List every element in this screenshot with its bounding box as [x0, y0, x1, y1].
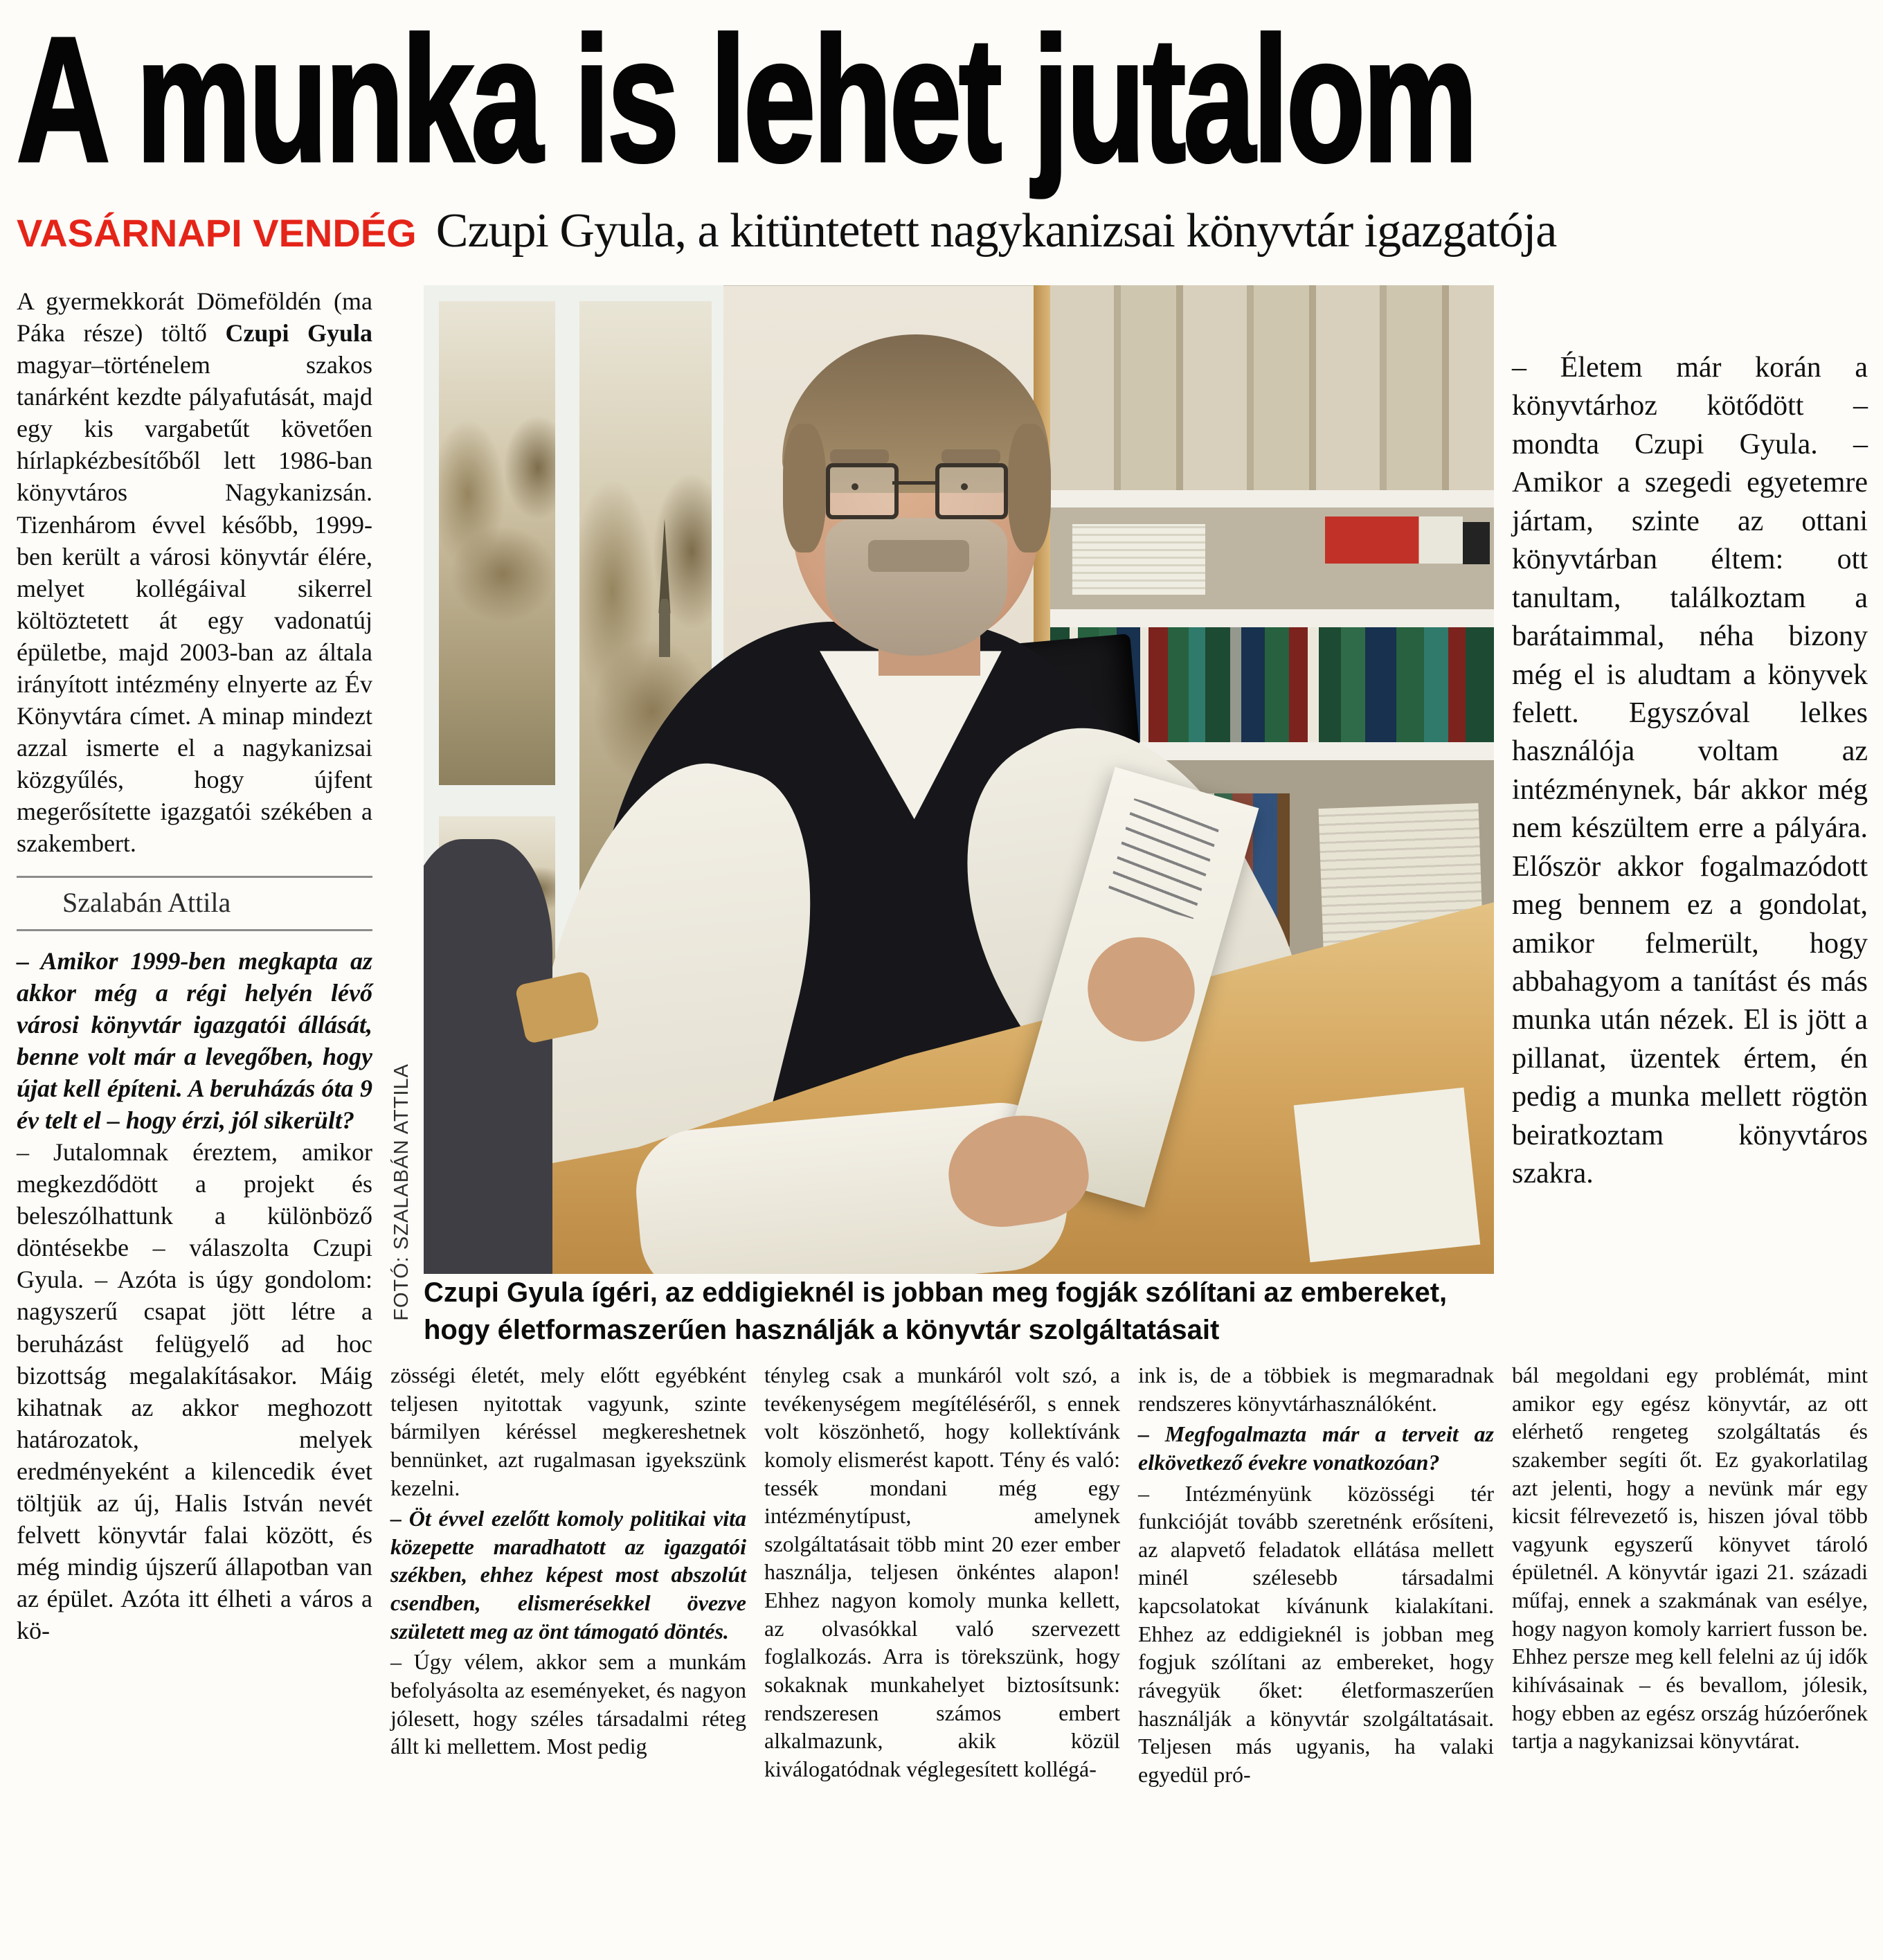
photo-block — [390, 285, 1494, 1349]
person-hair — [783, 424, 826, 552]
article-content — [17, 285, 1868, 1788]
intro-text-pre: A gyermekkorát Dömeföldén (ma Páka része) töltő — [17, 287, 372, 348]
intro-text-post: magyar–történelem szakos tanárként kezdte pályafutását, majd egy kis vargabetűt követően hírlapkézbesítőből lett 1986-ban könyvtáros Nagykanizsán. Tizenhárom évvel később, 1999-ben került a városi könyvtár élére, melyet kollégáival sikerrel költöztetett át egy vadonatúj épületbe, majd 2003-ban az általa irányított intézmény elnyerte az Év Könyvtára címet. A minap mindezt azzal ismerte el a nagykanizsai közgyűlés, hogy újfent megerősítette igazgatói székében a szakembert. — [17, 351, 372, 858]
shelf-board — [1050, 609, 1494, 627]
kicker-subtitle: Czupi Gyula, a kitüntetett nagykanizsai könyvtár igazgatója — [435, 204, 1557, 258]
interview-question-2: – Öt évvel ezelőtt komoly politikai vita közepette maradhatott az igazgatói székben, ehhez képest most abszolút csendben, elismerésekkel övezve született meg az önt támogató döntés. — [390, 1506, 746, 1644]
photo-caption: Czupi Gyula ígéri, az eddigieknél is jobban meg fogják szólítani az embereket, hogy életformaszerűen használják a könyvtár szolgáltatásait — [424, 1277, 1448, 1345]
answer-continued: bál megoldani egy problémát, mint amikor egy egész könyvtár, az ott elérhető rengeteg szolgáltatás és szakember segíti őt. Ez gyakorlatilag azt jelenti, hogy a nevünk már egy kicsit félrevezető is, hiszen jóval több vagyunk egyszerű könyvet tároló épületnél. A könyvtár igazi 21. századi műfaj, ennek a szakmának van esélye, hogy nagyon komoly karriert fusson be. Ehhez persze meg kell felelni az új idők kihívásainak – és bevallom, jólesik, hogy ebben az egész ország húzóerőnek tartja a nagykanizsai könyvtárat. — [1512, 1363, 1868, 1754]
intro-name-bold: Czupi Gyula — [225, 319, 373, 348]
answer-continued: tényleg csak a munkáról volt szó, a tevékenységem megítéléséről, s ennek volt köszönhető, hogy kollektívánk komoly elismerést kapott. Tény és való: tessék mondani még egy intézménytípust, amelynek szolgáltatásait több mint 20 ezer ember használja, teljesen önkéntes alapon! Ehhez nagyon komoly munka kellett, az olvasókkal való szervezett foglalkozás. Arra is törekszünk, hogy sokaknak munkahelyet biztosítsunk: rendszeresen számos embert alkalmazunk, akik közül kiválogatódnak véglegesített kollégá- — [764, 1363, 1120, 1781]
answer-continued: zösségi életét, mely előtt egyébként teljesen nyitottak vagyunk, szinte bármilyen kéréssel megkereshetnek bennünket, azt rugalmasan igyekszünk kezelni. — [390, 1363, 746, 1500]
bottom-column-2 — [390, 1361, 746, 1788]
bottom-column-5 — [1512, 1361, 1868, 1788]
chair-back — [424, 839, 552, 1274]
interview-answer-1: – Jutalomnak éreztem, amikor megkezdődött a projekt és beleszólhattunk a különböző döntésekbe – válaszolta Czupi Gyula. – Azóta is úgy gondolom: nagyszerű csapat jött létre a beruházást felügyelő ad hoc bizottság megalakításakor. Máig kihatnak az akkor meghozott határozatok, melyek eredményeként a kilencedik évet töltjük az új, Halis István nevét felvett könyvtár falai között, és még mindig újszerű állapotban van az épület. Azóta itt élheti a város a kö- — [17, 1138, 372, 1645]
intro-paragraph — [17, 285, 372, 859]
shelf-row-papers — [1050, 507, 1494, 609]
handwriting — [1107, 798, 1221, 919]
person-mustache — [868, 540, 970, 572]
bookshelf-binders — [1050, 285, 1494, 490]
kicker-label: VASÁRNAPI VENDÉG — [17, 211, 417, 255]
left-column — [17, 285, 372, 1788]
page-title — [17, 1, 1868, 199]
photo — [424, 285, 1494, 1274]
window-pane — [439, 301, 556, 785]
bottom-column-3 — [764, 1361, 1120, 1788]
person-beard — [825, 518, 1007, 656]
headline-text: A munka is lehet jutalom — [17, 1, 1475, 199]
bottom-column-4 — [1138, 1361, 1494, 1788]
photo-credit: FOTÓ: SZALABÁN ATTILA — [390, 1063, 413, 1321]
interview-answer-4: – Intézményünk közösségi tér funkcióját tovább szeretnénk erősíteni, az alapvető feladatok ellátása mellett minél szélesebb társadalmi kapcsolatokat kívánunk kialakítani. Ehhez az eddigieknél is jobban meg fogjuk szólítani az embereket, hogy rávegyük őket: életformaszerűen használják a könyvtár szolgáltatásait. Teljesen más ugyanis, ha valaki egyedül pró- — [1138, 1480, 1494, 1787]
black-box — [1463, 522, 1489, 565]
person-hair — [1008, 424, 1051, 552]
kicker-row — [17, 204, 1868, 267]
answer-continued: ink is, de a többiek is megmaradnak rendszeres könyvtárhasználóként. — [1138, 1363, 1494, 1416]
glasses — [826, 463, 899, 519]
byline-name: Szalabán Attila — [62, 887, 231, 919]
person-eyebrow — [942, 449, 1000, 464]
byline — [17, 876, 372, 930]
red-box — [1325, 516, 1463, 564]
desk-paper — [1293, 1088, 1480, 1263]
person-eye — [961, 483, 968, 490]
shelf-board — [1050, 490, 1494, 508]
person-eye — [852, 483, 858, 490]
interview-question-3: – Megfogalmazta már a terveit az elkövetkező évekre vonatkozóan? — [1138, 1421, 1494, 1475]
paper-stack — [1072, 524, 1205, 595]
interview-question-1: – Amikor 1999-ben megkapta az akkor még a régi helyén lévő városi könyvtár igazgatói állását, benne volt már a levegőben, hogy újat kell építeni. A beruházás óta 9 év telt el – hogy érzi, jól sikerült? — [17, 946, 372, 1134]
right-column — [1512, 285, 1868, 1349]
interview-answer-2: – Életem már korán a könyvtárhoz kötődött – mondta Czupi Gyula. – Amikor a szegedi egyetemre jártam, szinte az ottani könyvtárban éltem: ott tanultam, találkoztam a barátaimmal, néha bizony még el is aludtam a könyvek felett. Egyszóval lelkes használója voltam az intézménynek, bár akkor még nem készültem erre a pályára. Először akkor fogalmazódott meg bennem ez a gondolat, amikor felmerült, hogy abbahagyom a tanítást és más munka után nézek. El is jött a pillanat, üzentek értem, én pedig a munka mellett rögtön beiratkoztam könyvtáros szakra. — [1512, 352, 1868, 1190]
interview-answer-3: – Úgy vélem, akkor sem a munkám befolyásolta az eseményeket, és nagyon jólesett, hogy széles társadalmi réteg állt ki mellettem. Most pedig — [390, 1649, 746, 1759]
church-tower — [659, 599, 669, 657]
person-eyebrow — [830, 449, 889, 464]
glasses-bridge — [892, 481, 937, 485]
glasses — [935, 463, 1008, 519]
